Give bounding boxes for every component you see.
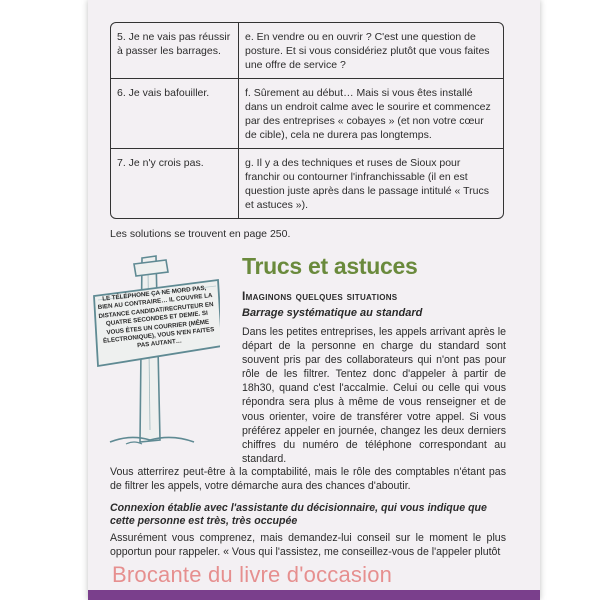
- solutions-note: Les solutions se trouvent en page 250.: [110, 228, 291, 240]
- table-cell-answer: g. Il y a des techniques et ruses de Sioux pour franchir ou contourner l'infranchissable (il en est question juste après dans le passage intitulé « Trucs et astuces »).: [245, 157, 489, 211]
- table-cell-answer: f. Sûrement au début… Mais si vous êtes installé dans un endroit calme avec le sourire et commencez par des entreprises « cobayes » (et non votre cœur de cible), cela ne durera pas longtemps.: [239, 79, 503, 149]
- watermark: Brocante du livre d'occasion: [112, 562, 393, 587]
- table-row: [111, 149, 503, 218]
- bottom-accent-strip: [88, 590, 540, 600]
- subsection-title-text: Imaginons quelques situations: [242, 289, 398, 303]
- signpost-text: LE TÉLÉPHONE ÇA NE MORD PAS, BIEN AU CONTRAIRE… IL COUVRE LA DISTANCE CANDIDAT/RECRUTEUR EN QUATRE SECONDES ET DEMIE. SI VOUS ÊTES UN COURRIER (MÊME ÉLECTRONIQUE), VOUS N'EN FAITES PAS AUTANT…: [97, 284, 215, 350]
- table-cell-objection: 5. Je ne vais pas réussir à passer les barrages.: [111, 23, 239, 79]
- subsection-title: [242, 289, 397, 303]
- table-cell-objection: 7. Je n'y crois pas.: [111, 149, 239, 218]
- body-paragraph: Vous atterrirez peut-être à la comptabilité, mais le rôle des comptables n'étant pas de filtrer les appels, votre démarche aura des chances d'aboutir.: [110, 466, 506, 493]
- book-page: [88, 0, 540, 600]
- body-paragraph: Dans les petites entreprises, les appels arrivant après le départ de la personne en charge du standard sont souvent pris par des collaborateurs qui n'ont pas pour rôle de les filtrer. Tentez donc d'appeler à partir de 18h30, quand c'est l'accalmie. Celui ou celle qui vous répondra sera plus à même de vous renseigner et de vous orienter, voire de transférer votre appel. Si vous préférez appeler en journée, changez les deux derniers chiffres du numéro de téléphone correspondant au standard.: [242, 326, 506, 465]
- body-paragraph: Assurément vous comprenez, mais demandez-lui conseil sur le moment le plus opportun pour rappeler. « Vous qui l'assistez, me conseillez-vous de l'appeler plutôt: [110, 532, 506, 559]
- table-row: [111, 79, 503, 149]
- case-title: Barrage systématique au standard: [242, 307, 423, 319]
- table-cell-objection: 6. Je vais bafouiller.: [111, 79, 239, 149]
- exercise-table: [110, 22, 504, 219]
- table-row: [111, 23, 503, 79]
- table-cell-answer: e. En vendre ou en ouvrir ? C'est une question de posture. Et si vous considériez plutôt que vous faites une offre de service ?: [239, 23, 503, 79]
- case-title: Connexion établie avec l'assistante du décisionnaire, qui vous indique que cette personne est très, très occupée: [110, 502, 487, 527]
- section-title: Trucs et astuces: [242, 253, 418, 279]
